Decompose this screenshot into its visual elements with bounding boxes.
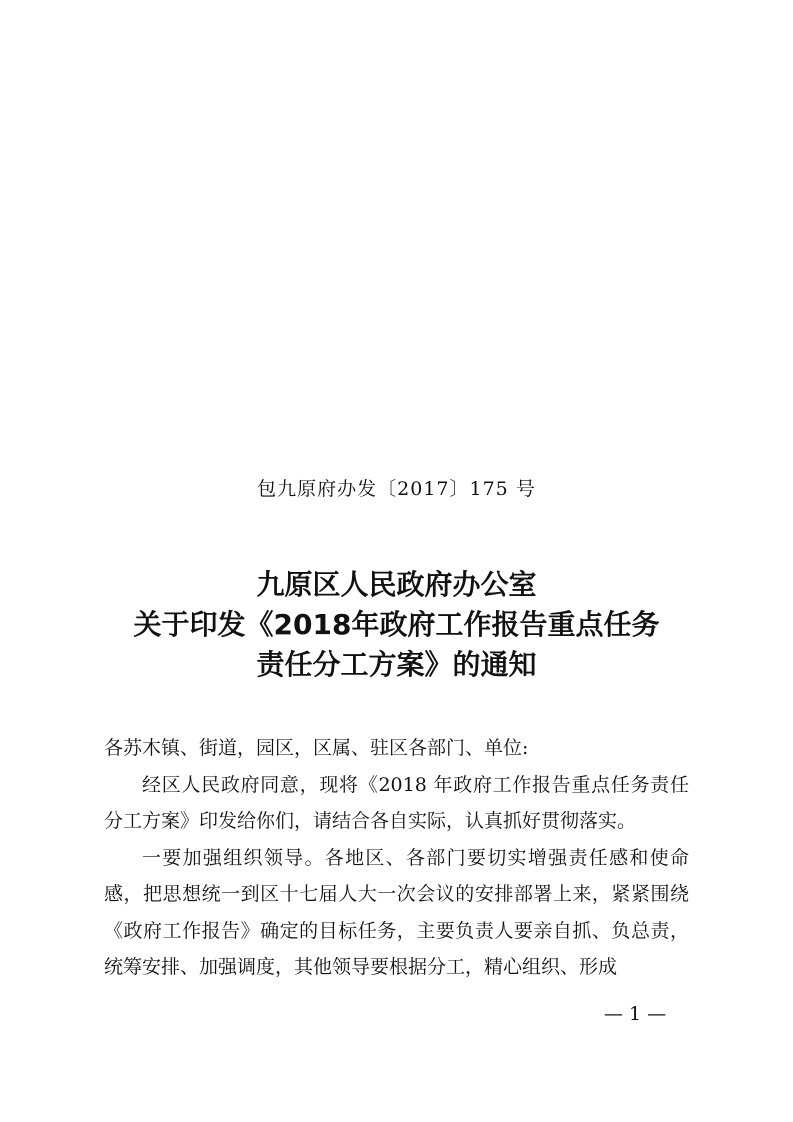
document-title — [0, 565, 793, 685]
paragraph-1: 经区人民政府同意，现将《2018 年政府工作报告重点任务责任分工方案》印发给你们，请结合各自实际，认真抓好贯彻落实。 — [104, 773, 689, 832]
paragraph-2: 一要加强组织领导。各地区、各部门要切实增强责任感和使命感，把思想统一到区十七届人大一次会议的安排部署上来，紧紧围绕《政府工作报告》确定的目标任务，主要负责人要亲自抓、负总责，统筹安排、加强调度，其他领导要根据分工，精心组织、形成 — [104, 846, 689, 978]
document-body — [104, 730, 689, 986]
title-line-3: 责任分工方案》的通知 — [256, 648, 537, 681]
title-line-1: 九原区人民政府办公室 — [256, 568, 537, 601]
recipients-line: 各苏木镇、街道，园区，区属、驻区各部门、单位: — [104, 737, 529, 759]
document-number: 包九原府办发〔2017〕175 号 — [257, 478, 536, 500]
page-number: — 1 — — [604, 1003, 667, 1025]
title-line-2: 关于印发《2018年政府工作报告重点任务 — [133, 608, 660, 641]
